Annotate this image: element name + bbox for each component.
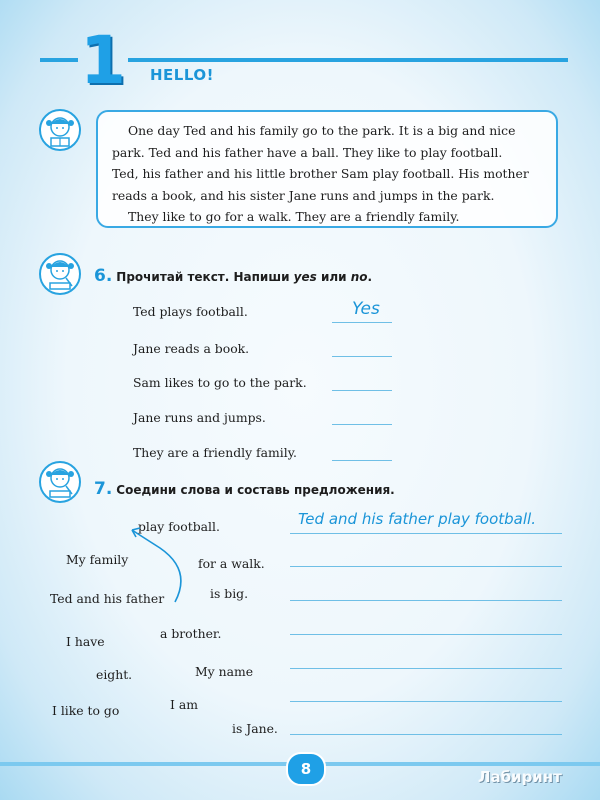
task7-number: 7. [94, 479, 113, 499]
task6-instruction-yes: yes [293, 270, 317, 284]
task7-answer-line[interactable] [290, 634, 562, 635]
task6-answer-line[interactable] [332, 460, 392, 461]
task6-number: 6. [94, 266, 113, 286]
task6-answer-line[interactable] [332, 356, 392, 357]
reading-line: One day Ted and his family go to the park. It is a big and nice [128, 123, 516, 138]
task6-answer-line[interactable] [332, 390, 392, 391]
task7-answer-line[interactable] [290, 701, 562, 702]
task7-answer-line[interactable] [290, 734, 562, 735]
task6-heading [94, 266, 372, 286]
task6-item: Jane runs and jumps. [133, 410, 266, 425]
task6-instruction-mid: или [316, 270, 351, 284]
phrase-a-brother[interactable]: a brother. [160, 626, 222, 641]
watermark: Лабиринт [478, 768, 562, 786]
header-rule-right [128, 58, 568, 62]
phrase-i-am[interactable]: I am [170, 697, 198, 712]
unit-number: 1 [80, 22, 126, 99]
task7-instruction: Соедини слова и составь предложения. [116, 483, 395, 497]
header-rule-left [40, 58, 78, 62]
task6-item: Sam likes to go to the park. [133, 375, 307, 390]
phrase-ted-and-father[interactable]: Ted and his father [50, 591, 165, 606]
task6-item: Ted plays football. [133, 304, 248, 319]
phrase-i-like-to-go[interactable]: I like to go [52, 703, 120, 718]
phrase-my-name[interactable]: My name [195, 664, 254, 679]
page-number: 8 [286, 752, 326, 786]
task6-answer: Yes [352, 299, 380, 319]
phrase-for-a-walk[interactable]: for a walk. [198, 556, 265, 571]
girl-writing-icon [38, 460, 82, 504]
reading-text-box [96, 110, 558, 228]
reading-line: park. Ted and his father have a ball. They like to play football. [112, 144, 503, 160]
task7-heading [94, 479, 395, 499]
girl-writing-icon [38, 252, 82, 296]
task7-sample-answer: Ted and his father play football. [298, 510, 536, 528]
task7-answer-line[interactable] [290, 533, 562, 534]
task6-item: Jane reads a book. [133, 341, 250, 356]
connector-arrow [120, 518, 190, 608]
lesson-title: HELLO! [150, 66, 214, 84]
girl-reading-icon [38, 108, 82, 152]
reading-line: reads a book, and his sister Jane runs and jumps in the park. [112, 187, 495, 203]
task6-answer-line[interactable] [332, 322, 392, 323]
task6-instruction-no: no [350, 270, 368, 284]
task7-answer-line[interactable] [290, 668, 562, 669]
task6-item: They are a friendly family. [133, 445, 297, 460]
phrase-my-family[interactable]: My family [66, 552, 129, 567]
phrase-is-jane[interactable]: is Jane. [232, 721, 278, 736]
task6-answer-line[interactable] [332, 424, 392, 425]
phrase-is-big[interactable]: is big. [210, 586, 249, 601]
phrase-eight[interactable]: eight. [96, 667, 133, 682]
phrase-play-football[interactable]: play football. [138, 519, 220, 534]
task7-answer-line[interactable] [290, 566, 562, 567]
task6-instruction-start: Прочитай текст. Напиши [116, 270, 294, 284]
phrase-i-have[interactable]: I have [66, 634, 105, 649]
reading-line: Ted, his father and his little brother Sam play football. His mother [112, 166, 529, 181]
task6-instruction-end: . [367, 270, 373, 284]
reading-line: They like to go for a walk. They are a friendly family. [128, 209, 460, 224]
task7-answer-line[interactable] [290, 600, 562, 601]
